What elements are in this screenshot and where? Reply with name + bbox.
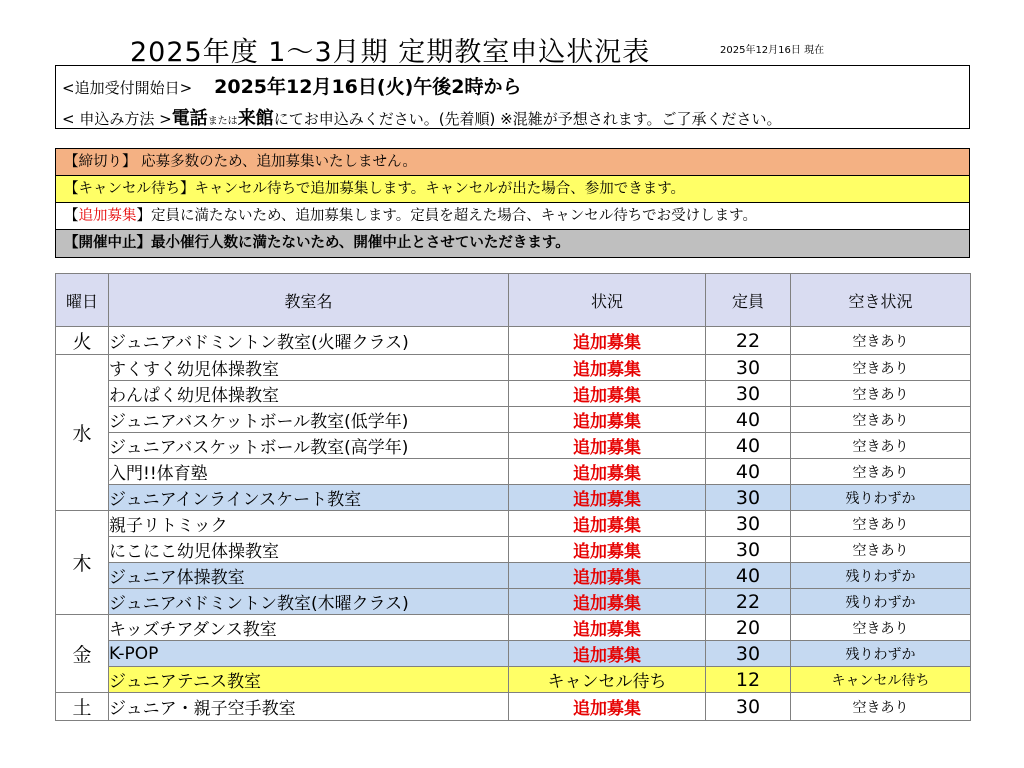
legend-cancelled: 【開催中止】最小催行人数に満たないため、開催中止とさせていただきます。 [56,230,969,257]
table-row [56,459,971,485]
capacity: 30 [706,641,791,667]
legend-waitlist: 【キャンセル待ち】キャンセル待ちで追加募集します。キャンセルが出た場合、参加できます。 [56,176,969,203]
method-visit: 来館 [237,108,274,129]
status-badge: 追加募集 [509,693,706,721]
legend-recruit [56,203,969,230]
class-name: すくすく幼児体操教室 [109,355,509,381]
availability: 空きあり [791,511,971,537]
table-row [56,407,971,433]
header-availability: 空き状況 [791,274,971,327]
capacity: 40 [706,459,791,485]
status-badge: 追加募集 [509,433,706,459]
status-badge: 追加募集 [509,589,706,615]
capacity: 22 [706,327,791,355]
method-or: または [207,116,238,127]
table-row [56,381,971,407]
availability: 残りわずか [791,485,971,511]
header-status: 状況 [509,274,706,327]
legend-recruit-text: 定員に満たないため、追加募集します。定員を超えた場合、キャンセル待ちでお受けします。 [151,208,757,224]
status-badge: 追加募集 [509,381,706,407]
status-badge: 追加募集 [509,327,706,355]
status-badge: 追加募集 [509,563,706,589]
availability: 空きあり [791,693,971,721]
day-wednesday: 水 [56,355,109,511]
application-method-row [62,104,782,130]
class-name: 親子リトミック [109,511,509,537]
schedule-table [55,273,971,721]
table-row [56,563,971,589]
availability: 空きあり [791,355,971,381]
table-row [56,537,971,563]
header-class-name: 教室名 [109,274,509,327]
capacity: 30 [706,537,791,563]
capacity: 40 [706,433,791,459]
header-capacity: 定員 [706,274,791,327]
table-row [56,485,971,511]
table-header-row [56,274,971,327]
table-row [56,693,971,721]
application-info-box [55,65,970,129]
table-row [56,433,971,459]
class-name: K-POP [109,641,509,667]
capacity: 40 [706,407,791,433]
status-badge: 追加募集 [509,641,706,667]
table-row [56,641,971,667]
status-badge: 追加募集 [509,407,706,433]
class-name: ジュニア体操教室 [109,563,509,589]
header-day: 曜日 [56,274,109,327]
status-badge: 追加募集 [509,615,706,641]
capacity: 22 [706,589,791,615]
availability: 空きあり [791,615,971,641]
status-badge: 追加募集 [509,355,706,381]
class-name: キッズチアダンス教室 [109,615,509,641]
day-friday: 金 [56,615,109,693]
availability: 残りわずか [791,589,971,615]
class-name: ジュニアバスケットボール教室(低学年) [109,407,509,433]
class-name: ジュニアバスケットボール教室(高学年) [109,433,509,459]
day-thursday: 木 [56,511,109,615]
class-name: にこにこ幼児体操教室 [109,537,509,563]
method-label: < 申込み方法 > [62,110,172,128]
class-name: ジュニアテニス教室 [109,667,509,693]
capacity: 40 [706,563,791,589]
status-badge: 追加募集 [509,537,706,563]
table-row [56,615,971,641]
status-badge: 追加募集 [509,485,706,511]
table-row [56,327,971,355]
legend-closed: 【締切り】 応募多数のため、追加募集いたしません。 [56,149,969,176]
availability: 空きあり [791,327,971,355]
availability: キャンセル待ち [791,667,971,693]
status-badge: 追加募集 [509,459,706,485]
availability: 空きあり [791,407,971,433]
capacity: 12 [706,667,791,693]
start-date-value: 2025年12月16日(火)午後2時から [214,76,522,98]
capacity: 30 [706,511,791,537]
method-rest: にてお申込みください。(先着順) ※混雑が予想されます。ご了承ください。 [273,110,782,128]
availability: 空きあり [791,381,971,407]
status-badge: キャンセル待ち [509,667,706,693]
table-row [56,355,971,381]
day-saturday: 土 [56,693,109,721]
availability: 残りわずか [791,641,971,667]
class-name: ジュニアバドミントン教室(火曜クラス) [109,327,509,355]
availability: 空きあり [791,537,971,563]
as-of-date: 2025年12月16日 現在 [720,45,825,56]
legend-recruit-close: 】 [136,208,151,224]
table-row [56,667,971,693]
table-row [56,589,971,615]
availability: 空きあり [791,459,971,485]
class-name: わんぱく幼児体操教室 [109,381,509,407]
table-row [56,511,971,537]
capacity: 30 [706,355,791,381]
start-date-row [62,72,522,99]
start-date-label: <追加受付開始日> [62,79,193,97]
capacity: 30 [706,485,791,511]
day-tuesday: 火 [56,327,109,355]
capacity: 30 [706,693,791,721]
class-name: ジュニアインラインスケート教室 [109,485,509,511]
class-name: 入門!!体育塾 [109,459,509,485]
legend-recruit-word: 追加募集 [78,208,137,224]
class-name: ジュニア・親子空手教室 [109,693,509,721]
status-legend [55,148,970,258]
method-phone: 電話 [171,108,208,129]
legend-recruit-open: 【 [64,208,79,224]
availability: 残りわずか [791,563,971,589]
capacity: 20 [706,615,791,641]
status-badge: 追加募集 [509,511,706,537]
class-name: ジュニアバドミントン教室(木曜クラス) [109,589,509,615]
availability: 空きあり [791,433,971,459]
capacity: 30 [706,381,791,407]
page-title: 2025年度 1～3月期 定期教室申込状況表 [130,37,651,68]
